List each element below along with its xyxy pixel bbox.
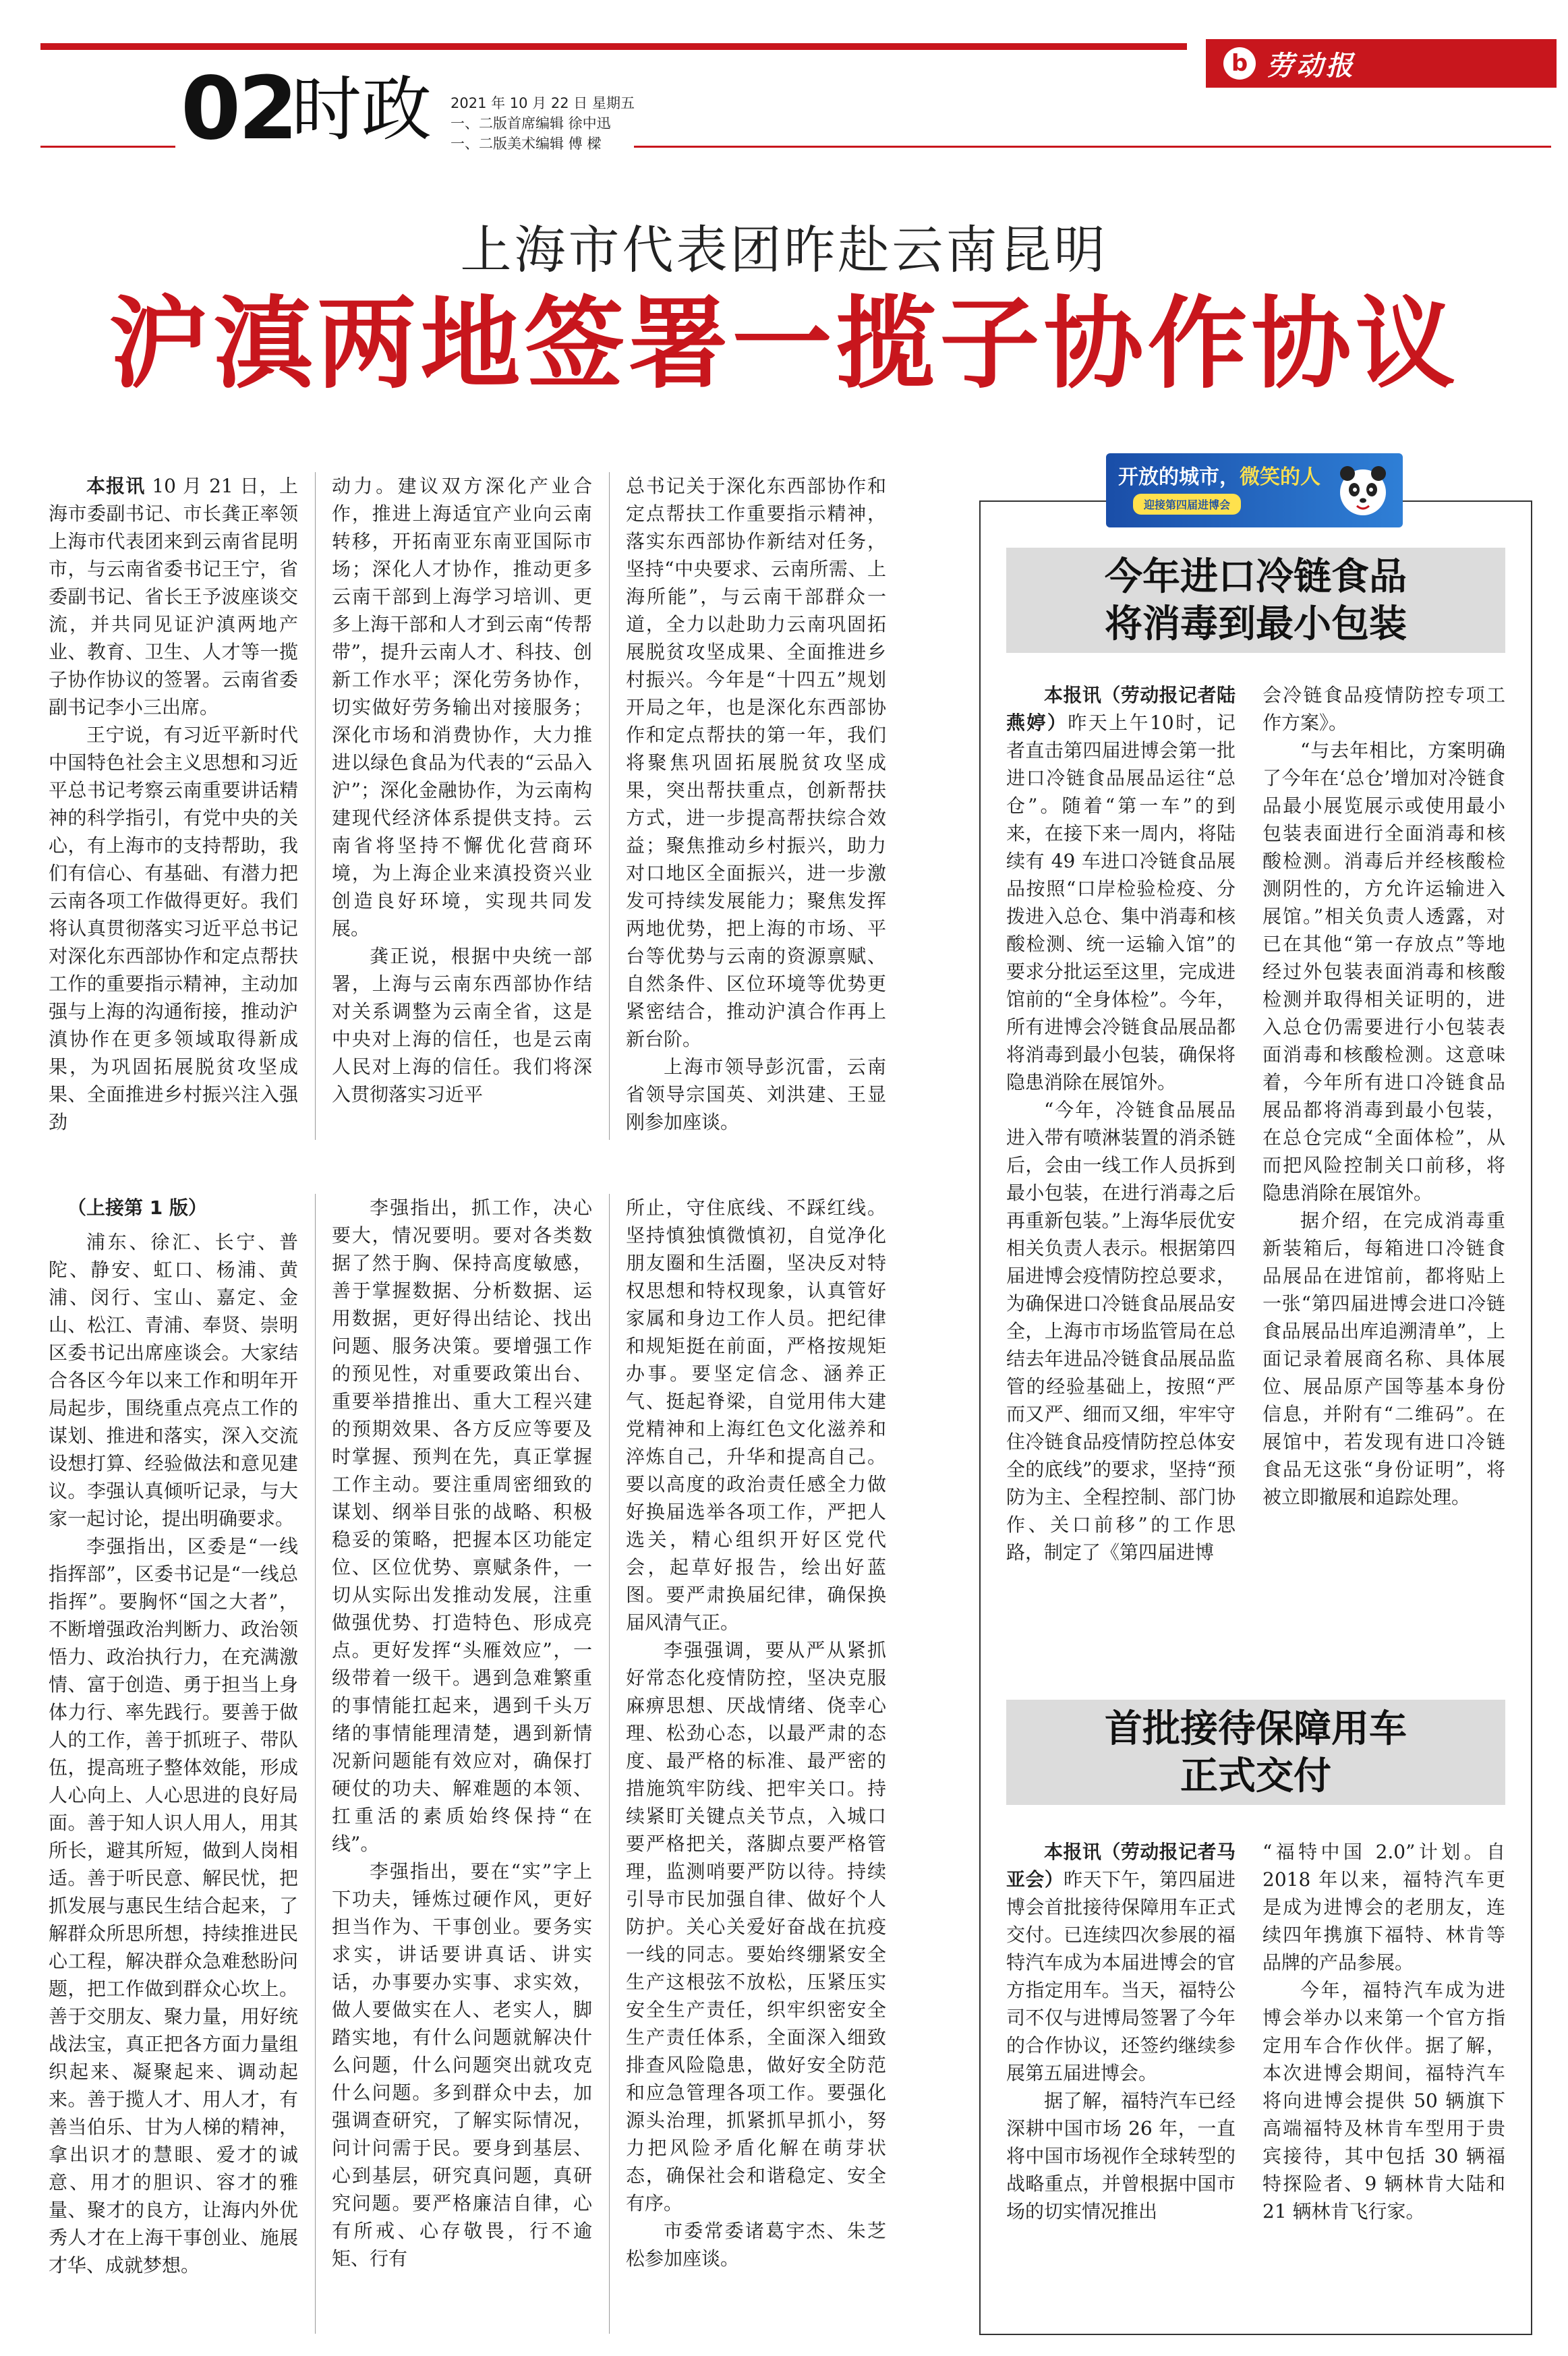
banner-title: [1118, 460, 1320, 490]
paragraph: 浦东、徐汇、长宁、普陀、静安、虹口、杨浦、黄浦、闵行、宝山、嘉定、金山、松江、青浦、奉贤、崇明区委书记出席座谈会。大家结合各区今年以来工作和明年开局起步，围绕重点亮点工作的谋划、推进和落实，深入交流设想打算、经验做法和意见建议。李强认真倾听记录，与大家一起讨论，提出明确要求。: [49, 1231, 298, 1530]
article-column-2: [332, 472, 592, 1108]
article-column-1: [49, 472, 298, 1136]
expo-banner: [1106, 453, 1403, 527]
editor-line: 一、二版首席编辑 徐中迅: [451, 115, 611, 132]
column-divider: [609, 1194, 610, 2334]
story2-headline: [1006, 1700, 1505, 1805]
paragraph: 市委常委诸葛宇杰、朱芝松参加座谈。: [626, 2220, 886, 2270]
continued-column-1: [49, 1194, 298, 2279]
paragraph: 上海市领导彭沉雷，云南省领导宗国英、刘洪建、王显刚参加座谈。: [626, 1056, 886, 1133]
paragraph: 据了解，福特汽车已经深耕中国市场 26 年，一直将中国市场视作全球转型的战略重点，并曾根据中国市场的切实情况推出: [1006, 2090, 1236, 2222]
art-editor-line: 一、二版美术编辑 傅 樑: [451, 136, 602, 152]
banner-title-b: 微笑的人: [1240, 465, 1320, 489]
section-title: 时政: [291, 68, 432, 150]
masthead-meta: [451, 93, 635, 154]
paragraph: 龚正说，根据中央统一部署，上海与云南东西部协作结对关系调整为云南全省，这是中央对上海的信任，也是云南人民对上海的信任。我们将深入贯彻落实习近平: [332, 945, 592, 1105]
paragraph: 李强指出，区委是“一线指挥部”，区委书记是“一线总指挥”。要胸怀“国之大者”，不断增强政治判断力、政治领悟力、政治执行力，在充满激情、富于创造、勇于担当上身体力行、率先践行。要善于做人的工作，善于抓班子、带队伍，提高班子整体效能，形成人心向上、人心思进的良好局面。善于知人识人用人，用其所长，避其所短，做到人岗相适。善于听民意、解民忧，把抓发展与惠民生结合起来，了解群众所思所想，持续推进民心工程，解决群众急难愁盼问题，把工作做到群众心坎上。善于交朋友、聚力量，用好统战法宝，真正把各方面力量组织起来、凝聚起来、调动起来。善于揽人才、用人才，有善当伯乐、甘为人梯的精神，拿出识才的慧眼、爱才的诚意、用才的胆识、容才的雅量、聚才的良方，让海内外优秀人才在上海干事创业、施展才华、成就梦想。: [49, 1535, 298, 2276]
continued-column-2: [332, 1194, 592, 2272]
paragraph: 李强指出，要在“实”字上下功夫，锤炼过硬作风，更好担当作为、干事创业。要务实求实，讲话要讲真话、讲实话，办事要办实事、求实效，做人要做实在人、老实人，脚踏实地，有什么问题就解决什么问题，什么问题突出就攻克什么问题。多到群众中去，加强调查研究，了解实际情况，问计问需于民。要身到基层、心到基层，研究真问题，真研究问题。要严格廉洁自律，心有所戒、心存敬畏，行不逾矩、行有: [332, 1860, 592, 2270]
story2-title-line2: 正式交付: [1180, 1754, 1331, 1798]
banner-subtitle: 迎接第四届进博会: [1133, 494, 1241, 515]
paragraph: 会冷链食品疫情防控专项工作方案》。: [1262, 684, 1505, 734]
paragraph: “与去年相比，方案明确了今年在‘总仓’增加对冷链食品最小展览展示或使用最小包装表面进行全面消毒和核酸检测。消毒后并经核酸检测阴性的，方允许运输进入展馆。”相关负责人透露，对已在其他“第一存放点”等地经过外包装表面消毒和核酸检测并取得相关证明的，进入总仓仍需要进行小包装表面消毒和核酸检测。这意味着，今年所有进口冷链食品展品都将消毒到最小包装，在总仓完成“全面体检”，从而把风险控制关口前移，将隐患消除在展馆外。: [1262, 739, 1505, 1204]
paragraph: 动力。建议双方深化产业合作，推进上海适宜产业向云南转移，开拓南亚东南亚国际市场；深化人才协作，推动更多云南干部到上海学习培训、更多上海干部和人才到云南“传帮带”，提升云南人才、科技、创新工作水平；深化劳务协作，切实做好劳务输出对接服务；深化市场和消费协作，大力推进以绿色食品为代表的“云品入沪”；深化金融协作，为云南构建现代经济体系提供支持。云南省将坚持不懈优化营商环境，为上海企业来滇投资兴业创造良好环境，实现共同发展。: [332, 475, 592, 940]
logo-mark-icon: b: [1223, 47, 1256, 80]
banner-title-a: 开放的城市，: [1118, 465, 1240, 489]
masthead-rule-right: [634, 146, 1551, 148]
story1-lead-tag: 本报讯（劳动报记者陆燕婷）: [1006, 684, 1236, 734]
story1-column-2: [1262, 681, 1505, 1511]
story2-lead-tag: 本报讯（劳动报记者马亚会）: [1006, 1841, 1236, 1891]
story1-column-1: [1006, 681, 1236, 1566]
story1-title-line1: 今年进口冷链食品: [1105, 554, 1407, 599]
story2-column-1: [1006, 1838, 1236, 2225]
paragraph: 昨天上午10时，记者直击第四届进博会第一批进口冷链食品展品运往“总仓”。随着“第一车”的到来，在接下来一周内，将陆续有 49 车进口冷链食品展品按照“口岸检验检疫、分拨进入总仓、集中消毒和核酸检测、统一运输入馆”的要求分批运至这里，完成进馆前的“全身体检”。今年，所有进博会冷链食品展品都将消毒到最小包装，确保将隐患消除在展馆外。: [1006, 712, 1236, 1093]
masthead-top-rule: [40, 43, 1187, 50]
panda-mascot-icon: [1333, 460, 1393, 521]
paragraph: 总书记关于深化东西部协作和定点帮扶工作重要指示精神，落实东西部协作新结对任务，坚持“中央要求、云南所需、上海所能”，与云南干部群众一道，全力以赴助力云南巩固拓展脱贫攻坚成果、全面推进乡村振兴。今年是“十四五”规划开局之年，也是深化东西部协作和定点帮扶的第一年，我们将聚焦巩固拓展脱贫攻坚成果，突出帮扶重点，创新帮扶方式，进一步提高帮扶综合效益；聚焦推动乡村振兴，助力对口地区全面振兴，进一步激发可持续发展能力；聚焦发挥两地优势，把上海的市场、平台等优势与云南的资源禀赋、自然条件、区位环境等优势更紧密结合，推动沪滇合作再上新台阶。: [626, 475, 886, 1050]
paragraph: 今年，福特汽车成为进博会举办以来第一个官方指定用车合作伙伴。据了解，本次进博会期间，福特汽车将向进博会提供 50 辆旗下高端福特及林肯车型用于贵宾接待，其中包括 30 辆福特探险者、9 辆林肯大陆和 21 辆林肯飞行家。: [1262, 1979, 1505, 2222]
paragraph: 王宁说，有习近平新时代中国特色社会主义思想和习近平总书记考察云南重要讲话精神的科学指引，有党中央的关心，有上海市的支持帮助，我们有信心、有基础、有潜力把云南各项工作做得更好。我们将认真贯彻落实习近平总书记对深化东西部协作和定点帮扶工作的重要指示精神，主动加强与上海的沟通衔接，推动沪滇协作在更多领域取得新成果，为巩固拓展脱贫攻坚成果、全面推进乡村振兴注入强劲: [49, 724, 298, 1133]
masthead-rule-left: [40, 146, 175, 148]
paper-logo[interactable]: [1206, 39, 1557, 88]
column-divider: [609, 472, 610, 1140]
paragraph: 昨天下午，第四届进博会首批接待保障用车正式交付。已连续四次参展的福特汽车成为本届进博会的官方指定用车。当天，福特公司不仅与进博局签署了今年的合作协议，还签约继续参展第五届进博会。: [1006, 1868, 1236, 2084]
column-divider: [315, 1194, 316, 2334]
continued-tag: （上接第 1 版）: [67, 1197, 207, 1219]
story2-title-line1: 首批接待保障用车: [1105, 1706, 1407, 1751]
main-headline: 沪滇两地签署一揽子协作协议: [109, 285, 1459, 402]
story2-column-2: [1262, 1838, 1505, 2225]
paragraph: 李强强调，要从严从紧抓好常态化疫情防控，坚决克服麻痹思想、厌战情绪、侥幸心理、松劲心态，以最严肃的态度、最严格的标准、最严密的措施筑牢防线、把牢关口。持续紧盯关键点关节点，入城口要严格把关，落脚点要严格管理，监测哨要严防以待。持续引导市民加强自律、做好个人防护。关心关爱好奋战在抗疫一线的同志。要始终绷紧安全生产这根弦不放松，压紧压实安全生产责任，织牢织密安全生产责任体系，全面深入细致排查风险隐患，做好安全防范和应急管理各项工作。要强化源头治理，抓紧抓早抓小，努力把风险矛盾化解在萌芽状态，确保社会和谐稳定、安全有序。: [626, 1639, 886, 2214]
article-column-3: [626, 472, 886, 1136]
paragraph: “福特中国 2.0”计划。自 2018 年以来，福特汽车更是成为进博会的老朋友，连续四年携旗下福特、林肯等品牌的产品参展。: [1262, 1841, 1505, 1974]
lead-tag: 本报讯: [86, 475, 146, 497]
paragraph: 李强指出，抓工作，决心要大，情况要明。要对各类数据了然于胸、保持高度敏感，善于掌握数据、分析数据、运用数据，更好得出结论、找出问题、服务决策。要增强工作的预见性，对重要政策出台、重要举措推出、重大工程兴建的预期效果、各方反应等要及时掌握、预判在先，真正掌握工作主动。要注重周密细致的谋划、纲举目张的战略、积极稳妥的策略，把握本区功能定位、区位优势、禀赋条件，一切从实际出发推动发展，注重做强优势、打造特色、形成亮点。更好发挥“头雁效应”，一级带着一级干。遇到急难繁重的事情能扛起来，遇到千头万绪的事情能理清楚，遇到新情况新问题能有效应对，确保打硬仗的功夫、解难题的本领、扛重活的素质始终保持“在线”。: [332, 1197, 592, 1855]
headline-kicker: 上海市代表团昨赴云南昆明: [460, 220, 1108, 280]
paragraph: “今年，冷链食品展品进入带有喷淋装置的消杀链后，会由一线工作人员拆到最小包装，在进行消毒之后再重新包装。”上海华辰优安相关负责人表示。根据第四届进博会疫情防控总要求，为确保进口冷链食品展品安全，上海市市场监管局在总结去年进品冷链食品展品监管的经验基础上，按照“严而又严、细而又细，牢牢守住冷链食品疫情防控总体安全的底线”的要求，坚持“预防为主、全程控制、部门协作、关口前移”的工作思路，制定了《第四届进博: [1006, 1099, 1236, 1563]
story1-title-line2: 将消毒到最小包装: [1105, 602, 1407, 646]
continued-column-3: [626, 1194, 886, 2272]
paragraph: 据介绍，在完成消毒重新装箱后，每箱进口冷链食品展品在进馆前，都将贴上一张“第四届进博会进口冷链食品展品出库追溯清单”，上面记录着展商名称、具体展位、展品原产国等基本身份信息，并附有“二维码”。在展馆中，若发现有进口冷链食品无这张“身份证明”，将被立即撤展和追踪处理。: [1262, 1209, 1505, 1508]
page-number: 02: [181, 59, 296, 159]
paragraph: 10 月 21 日，上海市委副书记、市长龚正率领上海市代表团来到云南省昆明市，与云南省委书记王宁，省委副书记、省长王予波座谈交流，并共同见证沪滇两地产业、教育、卫生、人才等一揽子协作协议的签署。云南省委副书记李小三出席。: [49, 475, 298, 718]
story1-headline: [1006, 548, 1505, 653]
date-line: 2021 年 10 月 22 日 星期五: [451, 95, 635, 111]
paragraph: 所止，守住底线、不踩红线。坚持慎独慎微慎初，自觉净化朋友圈和生活圈，坚决反对特权思想和特权现象，认真管好家属和身边工作人员。把纪律和规矩挺在前面，严格按规矩办事。要坚定信念、涵养正气、挺起脊梁，自觉用伟大建党精神和上海红色文化滋养和淬炼自己，升华和提高自己。要以高度的政治责任感全力做好换届选举各项工作，严把人选关，精心组织开好区党代会，起草好报告，绘出好蓝图。要严肃换届纪律，确保换届风清气正。: [626, 1197, 886, 1634]
column-divider: [315, 472, 316, 1140]
paper-name: 劳动报: [1267, 49, 1356, 82]
